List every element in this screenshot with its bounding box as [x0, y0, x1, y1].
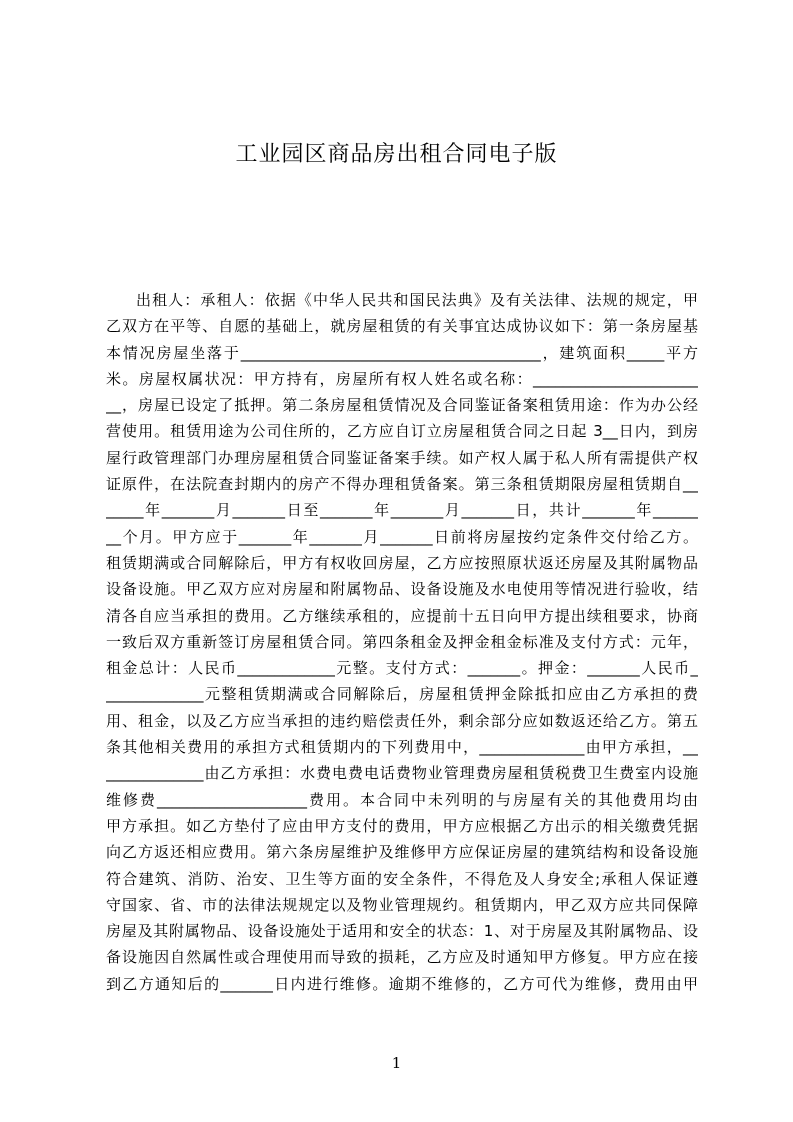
paragraph-line: 营使用。租赁用途为公司住所的，乙方应自订立房屋租赁合同之日起 3__日内，到房	[106, 422, 698, 441]
paragraph-line: 备设施因自然属性或合理使用而导致的损耗，乙方应及时通知甲方修复。甲方应在接	[106, 948, 698, 967]
paragraph-line: 米。房屋权属状况：甲方持有，房屋所有权人姓名或名称：______________________	[106, 369, 698, 388]
paragraph-line: 证原件，在法院查封期内的房产不得办理租赁备案。第三条租赁期限房屋租赁期自__	[106, 475, 698, 494]
paragraph-line: _____年_______月_______日至_______年_______月_______日，共计_______年______	[106, 501, 698, 520]
paragraph-line: 向乙方返还相应费用。第六条房屋维护及维修甲方应保证房屋的建筑结构和设备设施	[106, 843, 698, 862]
paragraph-line: 租金总计：人民币_____________元整。支付方式：_______。押金：_______人民币_	[106, 659, 698, 678]
paragraph-line: 维修费____________________费用。本合同中未列明的与房屋有关的其他费用均由	[106, 790, 698, 809]
contract-body	[106, 287, 698, 997]
paragraph-line: 设备设施。甲乙双方应对房屋和附属物品、设备设施及水电使用等情况进行验收，结	[106, 580, 698, 599]
paragraph-line: 到乙方通知后的_______日内进行维修。逾期不维修的，乙方可代为维修，费用由甲	[106, 974, 698, 993]
paragraph-line: 条其他相关费用的承担方式租赁期内的下列费用中，______________由甲方承担，__	[106, 738, 698, 757]
document-title: 工业园区商品房出租合同电子版	[235, 142, 558, 167]
paragraph-line: 用、租金，以及乙方应当承担的违约赔偿责任外，剩余部分应如数返还给乙方。第五	[106, 711, 698, 730]
paragraph-line: __，房屋已设定了抵押。第二条房屋租赁情况及合同鉴证备案租赁用途：作为办公经	[106, 396, 698, 415]
page-number: 1	[391, 1054, 402, 1072]
paragraph-line: 本情况房屋坐落于________________________________________，建筑面积_____平方	[106, 343, 698, 362]
paragraph-line: _____________由乙方承担：水费电费电话费物业管理费房屋租赁税费卫生费室内设施	[106, 764, 698, 783]
paragraph-line: 出租人：承租人：依据《中华人民共和国民法典》及有关法律、法规的规定，甲	[136, 291, 698, 309]
paragraph-line: 屋行政管理部门办理房屋租赁合同鉴证备案手续。如产权人属于私人所有需提供产权	[106, 448, 698, 467]
paragraph-line: 一致后双方重新签订房屋租赁合同。第四条租金及押金租金标准及支付方式：元年，	[106, 632, 698, 651]
paragraph-line: 乙双方在平等、自愿的基础上，就房屋租赁的有关事宜达成协议如下：第一条房屋基	[106, 317, 698, 336]
paragraph-line: 清各自应当承担的费用。乙方继续承租的，应提前十五日向甲方提出续租要求，协商	[106, 606, 698, 625]
paragraph-line: 甲方承担。如乙方垫付了应由甲方支付的费用，甲方应根据乙方出示的相关缴费凭据	[106, 816, 698, 835]
paragraph-line: 守国家、省、市的法律法规规定以及物业管理规约。租赁期内，甲乙双方应共同保障	[106, 895, 698, 914]
paragraph-line: 符合建筑、消防、治安、卫生等方面的安全条件，不得危及人身安全;承租人保证遵	[106, 869, 698, 888]
paragraph-line: 租赁期满或合同解除后，甲方有权收回房屋，乙方应按照原状返还房屋及其附属物品	[106, 553, 698, 572]
paragraph-line: _____________元整租赁期满或合同解除后，房屋租赁押金除抵扣应由乙方承担的费	[106, 685, 698, 704]
paragraph-line: 房屋及其附属物品、设备设施处于适用和安全的状态：1、对于房屋及其附属物品、设	[106, 922, 698, 941]
paragraph-line: __个月。甲方应于_______年_______月_______日前将房屋按约定条件交付给乙方。	[106, 527, 698, 546]
